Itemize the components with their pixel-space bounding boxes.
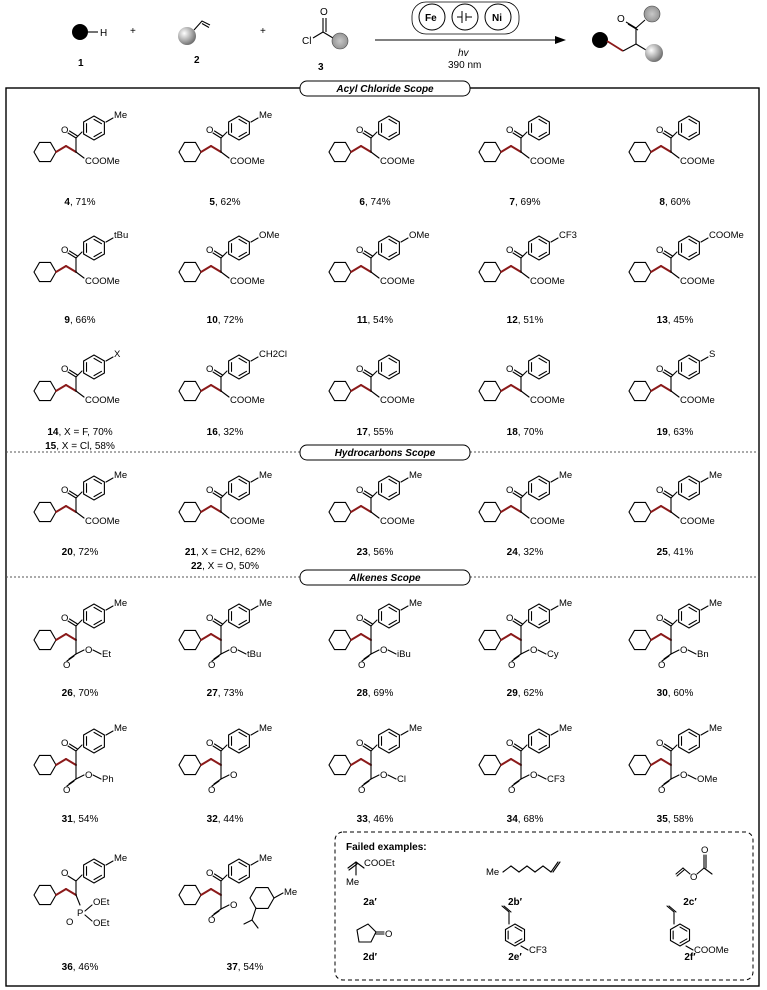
label-22: 22, X = O, 50% [190,561,260,572]
svg-text:Ph: Ph [102,774,114,785]
svg-text:O: O [63,785,71,796]
svg-text:Me: Me [259,723,273,734]
ni-label: Ni [492,13,502,24]
structure-27 [179,598,272,671]
product-o: O [617,14,625,25]
svg-text:Me: Me [114,598,128,609]
plus-2: + [260,26,266,37]
banner-alkenes [300,570,470,585]
structure-29 [479,598,572,671]
svg-text:COOMe: COOMe [709,230,744,241]
label-36: 36, 46% [61,962,99,973]
svg-text:O: O [356,613,364,624]
svg-text:tBu: tBu [114,230,129,241]
failed-label-5: 2f′ [684,952,696,963]
label-17: 17, 55% [356,427,394,438]
svg-text:COOEt: COOEt [364,858,395,869]
failed-label-0: 2a′ [363,897,377,908]
svg-text:COOMe: COOMe [680,276,715,287]
svg-text:O: O [206,245,214,256]
structure-19 [629,349,715,406]
svg-text:Me: Me [284,887,298,898]
svg-text:O: O [656,613,664,624]
menthyl-ring [244,887,297,928]
label-10: 10, 72% [206,315,244,326]
svg-text:P: P [77,908,84,919]
svg-text:O: O [66,917,74,928]
label-37: 37, 54% [226,962,264,973]
svg-text:CF3: CF3 [559,230,577,241]
svg-text:O: O [61,613,69,624]
structure-12 [479,230,577,287]
reaction-header [72,2,663,73]
structure-7 [479,116,565,167]
svg-text:Et: Et [102,649,111,660]
svg-text:Me: Me [709,470,723,481]
svg-text:O: O [658,660,666,671]
label-14: 14, X = F, 70% [47,427,113,438]
label-13: 13, 45% [656,315,694,326]
svg-text:O: O [506,613,514,624]
svg-text:O: O [656,125,664,136]
svg-text:O: O [506,125,514,136]
svg-text:COOMe: COOMe [680,395,715,406]
svg-text:O: O [206,738,214,749]
structure-34 [479,723,572,796]
svg-text:Me: Me [486,867,500,878]
svg-text:iBu: iBu [397,649,411,660]
reactant1-ball [72,24,88,40]
svg-text:Acyl Chloride Scope: Acyl Chloride Scope [336,84,434,95]
svg-text:COOMe: COOMe [85,276,120,287]
svg-text:COOMe: COOMe [694,945,729,956]
svg-text:Bn: Bn [697,649,709,660]
label-21: 21, X = CH2, 62% [184,547,266,558]
svg-text:COOMe: COOMe [230,516,265,527]
svg-text:COOMe: COOMe [380,395,415,406]
svg-text:Me: Me [114,723,128,734]
label-15: 15, X = Cl, 58% [45,441,115,452]
label-24: 24, 32% [506,547,544,558]
hv-label: hv [458,48,469,59]
svg-text:O: O [506,738,514,749]
svg-text:O: O [61,245,69,256]
svg-text:O: O [656,245,664,256]
structure-20 [34,470,127,527]
svg-text:O: O [61,485,69,496]
structure-17 [329,355,415,406]
svg-text:O: O [206,485,214,496]
svg-text:O: O [656,738,664,749]
svg-text:Me: Me [259,598,273,609]
svg-text:Me: Me [559,723,573,734]
structure-30 [629,598,722,671]
svg-text:O: O [530,645,538,656]
label-5: 5, 62% [209,197,241,208]
structure-4 [34,110,127,167]
svg-text:Me: Me [114,853,128,864]
svg-text:O: O [656,485,664,496]
label-23: 23, 56% [356,547,394,558]
svg-text:O: O [690,872,698,883]
svg-text:O: O [208,785,216,796]
svg-text:O: O [506,364,514,375]
structure-5 [179,110,272,167]
svg-text:O: O [385,929,393,940]
svg-text:O: O [380,770,388,781]
svg-text:O: O [506,245,514,256]
svg-text:Me: Me [346,877,360,888]
product-black-ball [592,32,608,48]
svg-text:Me: Me [709,723,723,734]
svg-text:O: O [356,245,364,256]
svg-text:COOMe: COOMe [85,156,120,167]
svg-text:O: O [356,485,364,496]
svg-text:Alkenes Scope: Alkenes Scope [349,573,421,584]
svg-text:OMe: OMe [259,230,280,241]
svg-text:OMe: OMe [409,230,430,241]
svg-text:O: O [506,485,514,496]
structure-6 [329,116,415,167]
failed-title: Failed examples: [346,842,427,853]
structure-37 [179,853,272,926]
svg-text:Me: Me [114,470,128,481]
svg-text:O: O [356,738,364,749]
structure-26 [34,598,127,671]
svg-text:Me: Me [409,598,423,609]
structure-31 [34,723,127,796]
svg-text:Me: Me [559,598,573,609]
label-35: 35, 58% [656,814,694,825]
reactant2-ball [178,27,196,45]
label-28: 28, 69% [356,688,394,699]
svg-text:COOMe: COOMe [530,276,565,287]
svg-text:COOMe: COOMe [680,516,715,527]
structure-18 [479,355,565,406]
reactant3-ball [332,33,348,49]
product-grey-ball-top [644,6,660,22]
svg-text:O: O [508,660,516,671]
label-7: 7, 69% [509,197,541,208]
svg-text:COOMe: COOMe [530,516,565,527]
label-11: 11, 54% [356,315,394,326]
svg-text:O: O [701,845,709,856]
label-12: 12, 51% [506,315,544,326]
wavelength-label: 390 nm [448,60,482,71]
plus-1: + [130,26,136,37]
svg-text:O: O [61,738,69,749]
structure-14 [34,349,121,406]
svg-text:COOMe: COOMe [380,156,415,167]
svg-text:O: O [206,613,214,624]
acyl-cl: Cl [302,36,312,47]
failed-label-1: 2b′ [507,897,523,908]
structure-28 [329,598,422,671]
svg-text:COOMe: COOMe [530,395,565,406]
structure-36 [34,853,127,929]
svg-text:O: O [230,770,238,781]
svg-text:OEt: OEt [93,918,110,929]
label-26: 26, 70% [61,688,99,699]
svg-text:S: S [709,349,716,360]
label-31: 31, 54% [61,814,99,825]
reactant1-h: H [100,28,108,39]
svg-text:Me: Me [259,110,273,121]
structure-13 [629,230,744,287]
svg-text:COOMe: COOMe [380,276,415,287]
svg-text:O: O [356,125,364,136]
svg-text:COOMe: COOMe [230,395,265,406]
label-25: 25, 41% [656,547,694,558]
label-18: 18, 70% [506,427,544,438]
svg-text:Cl: Cl [397,774,406,785]
label-3: 3 [318,62,324,73]
svg-text:COOMe: COOMe [530,156,565,167]
svg-text:Me: Me [259,470,273,481]
label-33: 33, 46% [356,814,394,825]
svg-text:O: O [230,645,238,656]
structure-24 [479,470,572,527]
svg-text:O: O [656,364,664,375]
svg-text:O: O [680,770,688,781]
svg-text:O: O [85,645,93,656]
label-30: 30, 60% [656,688,694,699]
svg-text:Cy: Cy [547,649,559,660]
structure-32 [179,723,272,796]
label-4: 4, 71% [64,197,96,208]
failed-label-3: 2d′ [362,952,378,963]
svg-text:Me: Me [709,598,723,609]
svg-text:OMe: OMe [697,774,718,785]
svg-text:O: O [358,660,366,671]
svg-text:Me: Me [259,853,273,864]
svg-text:COOMe: COOMe [230,276,265,287]
banner-acyl [300,81,470,96]
svg-text:CF3: CF3 [547,774,565,785]
label-1: 1 [78,58,84,69]
svg-text:O: O [358,785,366,796]
structure-16 [179,349,287,406]
structure-23 [329,470,422,527]
structure-10 [179,230,280,287]
failed-structures [346,845,729,956]
failed-label-4: 2e′ [508,952,522,963]
svg-text:tBu: tBu [247,649,262,660]
structure-25 [629,470,722,527]
svg-text:O: O [206,125,214,136]
svg-text:O: O [356,364,364,375]
svg-text:X: X [114,349,121,360]
structure-11 [329,230,430,287]
failed-label-2: 2c′ [683,897,697,908]
structure-9 [34,230,128,287]
svg-text:O: O [206,364,214,375]
svg-text:COOMe: COOMe [680,156,715,167]
product-grey-ball-bottom [645,44,663,62]
svg-text:Me: Me [409,723,423,734]
label-20: 20, 72% [61,547,99,558]
svg-text:COOMe: COOMe [85,395,120,406]
label-32: 32, 44% [206,814,244,825]
banner-hydrocarbons [300,445,470,460]
label-34: 34, 68% [506,814,544,825]
label-6: 6, 74% [359,197,391,208]
svg-text:COOMe: COOMe [230,156,265,167]
svg-text:O: O [680,645,688,656]
label-8: 8, 60% [659,197,691,208]
svg-text:O: O [530,770,538,781]
label-16: 16, 32% [206,427,244,438]
svg-text:O: O [61,868,69,879]
svg-text:Me: Me [114,110,128,121]
label-29: 29, 62% [506,688,544,699]
svg-text:CF3: CF3 [529,945,547,956]
svg-text:O: O [380,645,388,656]
fe-label: Fe [425,13,437,24]
svg-text:OEt: OEt [93,897,110,908]
svg-text:O: O [63,660,71,671]
structure-21 [179,470,272,527]
structure-35 [629,723,722,796]
svg-text:O: O [206,868,214,879]
svg-text:COOMe: COOMe [85,516,120,527]
structure-8 [629,116,715,167]
svg-text:O: O [61,364,69,375]
label-2: 2 [194,55,200,66]
label-27: 27, 73% [206,688,244,699]
svg-text:O: O [61,125,69,136]
svg-text:O: O [230,900,238,911]
svg-text:O: O [658,785,666,796]
svg-text:Me: Me [409,470,423,481]
label-9: 9, 66% [64,315,96,326]
svg-text:Me: Me [559,470,573,481]
svg-text:O: O [508,785,516,796]
label-19: 19, 63% [656,427,694,438]
structure-33 [329,723,422,796]
svg-text:Hydrocarbons Scope: Hydrocarbons Scope [334,448,436,459]
svg-text:CH2Cl: CH2Cl [259,349,287,360]
svg-text:O: O [208,915,216,926]
svg-text:COOMe: COOMe [380,516,415,527]
svg-text:O: O [208,660,216,671]
acyl-o: O [320,7,328,18]
svg-text:O: O [85,770,93,781]
